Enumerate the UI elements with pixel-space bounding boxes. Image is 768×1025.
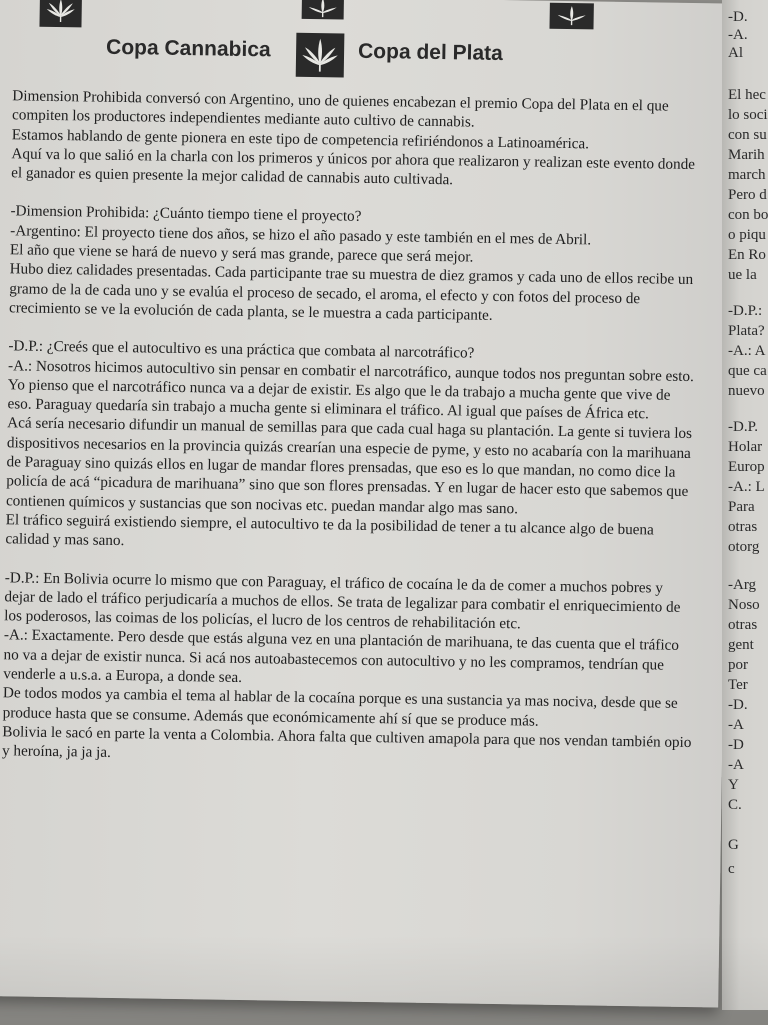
intro-paragraph: Estamos hablando de gente pionera en este tipo de competencia refiriéndonos a Latinoamérica. — [11, 125, 590, 152]
cannabis-leaf-icon — [302, 0, 344, 19]
facing-page-text: -A.: A — [728, 343, 766, 359]
cannabis-leaf-icon — [39, 0, 82, 27]
header-title-row — [98, 34, 559, 81]
facing-page-text: -A — [728, 757, 744, 773]
facing-page-text: -D.P.: — [728, 303, 763, 319]
facing-page-text: Europ — [728, 459, 765, 475]
facing-page-text: o piqu — [728, 227, 766, 243]
question-paragraph: -D.P.: ¿Creés que el autocultivo es una práctica que combata al narcotráfico? — [8, 337, 475, 362]
facing-page-text: Ter — [728, 677, 748, 693]
cannabis-leaf-icon — [296, 33, 345, 78]
answer-paragraph: El año que viene se hará de nuevo y será mas grande, parece que será mejor. — [9, 241, 474, 266]
answer-paragraph: -A.: Exactamente. Pero desde que estás alguna vez en una plantación de marihuana, te das cuenta que el tráfico no va a dejar de existir nunca. Si acá nos autoabastecemos con autocultivo y no les compramos, tendrían que venderle a u.s.a. a Europa, a donde sea. — [3, 626, 680, 686]
answer-paragraph: El tráfico seguirá existiendo siempre, el autocultivo te da la posibilidad de tener a tu alcance algo de buena calidad y mas sano. — [5, 511, 654, 550]
facing-page-text: Y — [728, 777, 739, 793]
facing-page-text: Pero d — [728, 187, 767, 203]
facing-page-text: En Ro — [728, 247, 766, 263]
facing-page-text: con bo — [728, 207, 768, 223]
facing-page-text: -A — [728, 717, 744, 733]
intro-paragraph: Dimension Prohibida conversó con Argentino, uno de quienes encabezan el premio Copa del Plata en el que compiten los productores independientes mediante auto cultivo de cannabis. — [11, 87, 669, 131]
facing-page-text: G — [728, 837, 739, 853]
intro-paragraph: Aquí va lo que salió en la charla con los primeros y únicos por ahora que realizaron y realizan este evento donde el ganador es quien presente la mejor calidad de cannabis auto cultivada. — [11, 145, 696, 189]
facing-page-text: Para — [728, 499, 755, 515]
facing-page-text: C. — [728, 797, 742, 813]
facing-page-text: que ca — [728, 363, 767, 379]
facing-page-edge — [722, 0, 768, 1010]
answer-paragraph: -Argentino: El proyecto tiene dos años, se hizo el año pasado y este también en el mes de Abril. — [10, 222, 592, 249]
facing-page-text: Marih — [728, 147, 765, 163]
facing-page-text: -A. — [728, 27, 748, 43]
facing-page-text: lo soci — [728, 107, 768, 123]
facing-page-text: ue la — [728, 267, 757, 283]
answer-paragraph: Bolivia le sacó en parte la venta a Colombia. Ahora falta que cultiven amapola para que nos vendan también opio y heroína, ja ja ja. — [1, 723, 692, 762]
article-body — [2, 86, 703, 771]
cannabis-leaf-icon — [549, 3, 593, 30]
facing-page-text: por — [728, 657, 748, 673]
facing-page-text: Plata? — [728, 323, 765, 339]
question-paragraph: -Dimension Prohibida: ¿Cuánto tiempo tiene el proyecto? — [10, 202, 362, 226]
facing-page-text: con su — [728, 127, 767, 143]
answer-paragraph: Acá sería necesario difundir un manual de semillas para que cada cual haga su plantación. La gente si tuviera los dispositivos necesarios en la provincia quizás crearían una especie de pyme, y esto no acabaría con la marihuana de Paraguay sino quizás ellos en lugar de mandar flores prensadas, que eso es lo que mandan, no como dice la policía de acá “picadura de marihuana” sino que son flores prensadas. Y en lugar de hacer esto que sabemos que contienen químicos y sustancias que son nocivas etc. puedan mandar algo mas sano. — [5, 414, 693, 517]
facing-page-text: Al — [728, 45, 743, 61]
facing-page-text: otras — [728, 617, 758, 633]
facing-page-text: -D. — [728, 697, 748, 713]
facing-page-text: gent — [728, 637, 754, 653]
answer-paragraph: De todos modos ya cambia el tema al hablar de la cocaína porque es una sustancia ya mas nociva, desde que se produce hasta que se consume. Además que económicamente ahí sí que se produce más. — [2, 684, 678, 730]
facing-page-text: -A.: L — [728, 479, 765, 495]
facing-page-text: -D.P. — [728, 419, 759, 435]
facing-page-text: El hec — [728, 87, 766, 103]
table-surface-shadow — [0, 935, 768, 1025]
facing-page-text: -Arg — [728, 577, 757, 593]
facing-page-text: Noso — [728, 597, 760, 613]
question-paragraph: -D.P.: En Bolivia ocurre lo mismo que con Paraguay, el tráfico de cocaína le da de comer a muchos pobres y dejar de lado el tráfico perjudicaría a muchos de ellos. Se trata de legalizar para combatir el enriquecimiento de los poderosos, las coimas de los policías, el lucro de los centros de rehabilitación etc. — [4, 568, 681, 633]
facing-page-text: -D — [728, 737, 744, 753]
answer-paragraph: -A.: Nosotros hicimos autocultivo sin pensar en combatir el narcotráfico, aunque todos nos preguntan sobre esto. Yo pienso que el narcotráfico nunca va a dejar de existir. Es algo que le da trabajo a mucha gente que vive de eso. Paraguay quedaría sin trabajo a mucha gente si eliminara el tráfico. Al igual que países de África etc. — [7, 356, 694, 423]
facing-page-text: otras — [728, 519, 758, 535]
facing-page-text: c — [728, 861, 735, 877]
title-copa-del-plata: Copa del Plata — [357, 39, 503, 65]
facing-page-text: march — [728, 167, 766, 183]
answer-paragraph: Hubo diez calidades presentadas. Cada participante trae su muestra de diez gramos y cada uno de ellos recibe un gramo de la de cada uno y se evalúa el proceso de secado, el aroma, el efecto y con fotos del proceso de crecimiento se ve la evolución de cada planta, se le muestra a cada participante. — [8, 260, 694, 324]
facing-page-text: -D. — [728, 9, 748, 25]
facing-page-text: Holar — [728, 439, 763, 455]
title-copa-cannabica: Copa Cannabica — [105, 35, 271, 62]
facing-page-text: otorg — [728, 539, 760, 555]
facing-page-text: nuevo — [728, 383, 765, 399]
